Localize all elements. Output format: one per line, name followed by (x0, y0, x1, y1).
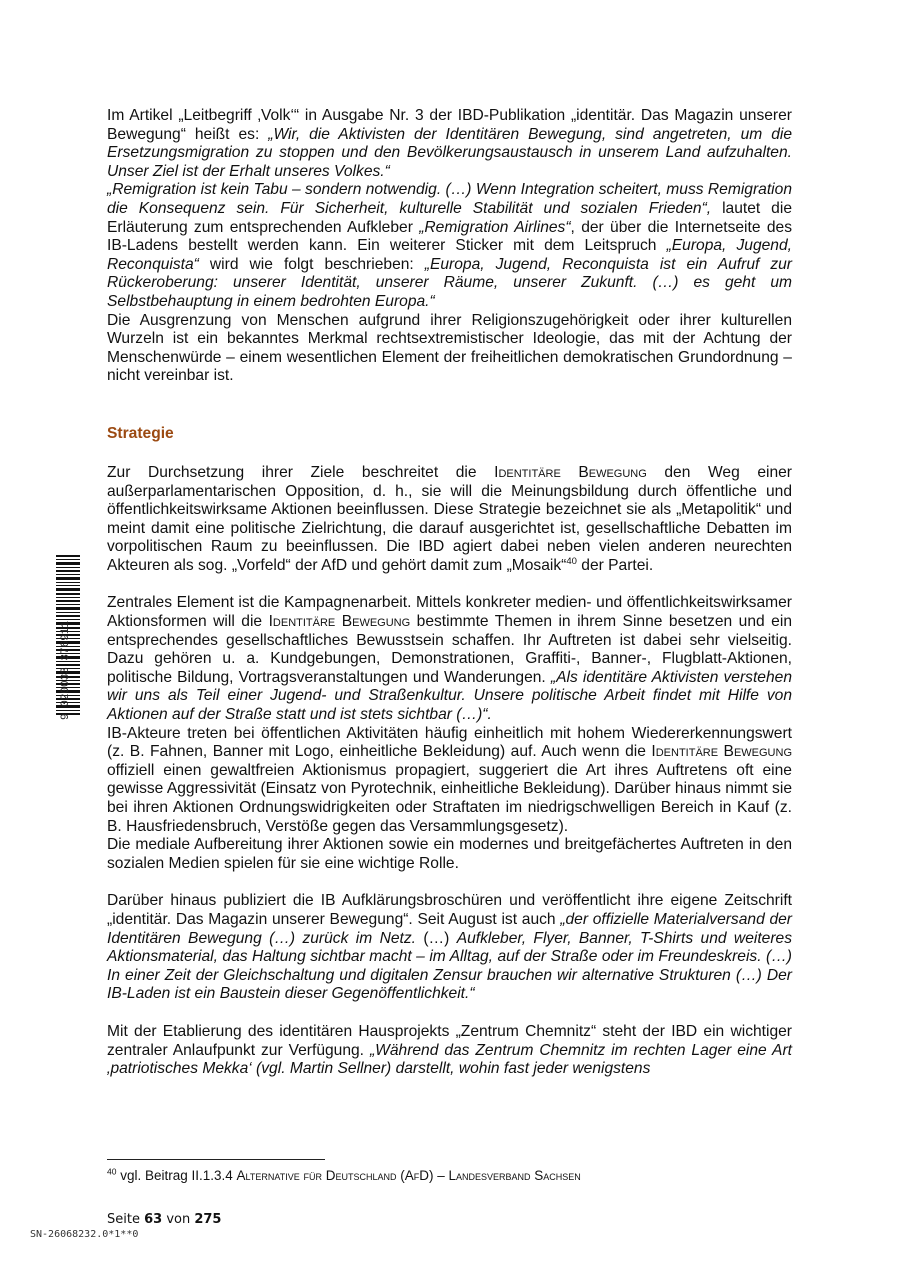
paragraph-zentrum (107, 1023, 792, 1079)
text-run: der Partei. (576, 556, 654, 574)
page-number (107, 1212, 221, 1227)
paragraph-ausgrenzung: Die Ausgrenzung von Menschen aufgrund ihrer Religionszugehörigkeit oder ihrer kulturellen Wurzeln ist ein bekanntes Merkmal rechtsextremistischer Ideologie, das mit der Achtung der Menschenwürde – einem wesentlichen Element der freiheitlichen demokratischen Grundordnung – nicht vereinbar ist. (107, 311, 792, 385)
text-run: IB-Akteure treten bei öffentlichen Aktivitäten häufig einheitlich mit hohem Wiedererkennungswert (z. B. Fahnen, Banner mit Logo, einheitliche Bekleidung) auf. Auch wenn die (107, 724, 792, 761)
text-run: lautet die Erläuterung zum entsprechenden Aufkleber (107, 199, 792, 236)
quote: „Europa, Jugend, Reconquista ist ein Aufruf zur Rückeroberung: unserer Identität, unserer Räume, unserer Zukunft. (…) es geht um Selbstbehauptung in einem bedrohten Europa.“ (107, 255, 793, 310)
paragraph-leitbegriff (107, 107, 792, 181)
org-name: Identitäre Bewegung (651, 743, 793, 761)
text-run: wird wie folgt beschrieben: (198, 255, 425, 273)
footnote (107, 1168, 581, 1183)
page-body (107, 107, 792, 1079)
current-page: 63 (144, 1212, 163, 1227)
quote: „Während das Zentrum Chemnitz im rechten Lager eine Art ‚patriotisches Mekka‘ (vgl. Martin Sellner) darstellt, wohin fast jeder wenigstens (107, 1041, 792, 1078)
org-name: Alternative für Deutschland (AfD) – Landesverband Sachsen (236, 1168, 581, 1183)
quote: „Europa, Jugend, Reconquista“ (107, 237, 792, 273)
quote: „Remigration Airlines“ (419, 218, 571, 236)
barcode-digits: 9 020033 376911 (60, 620, 72, 720)
quote: „der offizielle Materialversand der Identitären Bewegung (…) zurück im Netz. (107, 910, 792, 947)
text-run: bestimmte Themen in ihrem Sinne besetzen und ein entsprechendes gesellschaftliches Bewusstsein schaffen. Ihr Auftreten ist dabei sehr vielseitig. Dazu gehören u. a. Kundgebungen, Demonstrationen, Graffiti-, Banner-, Flugblatt-Aktionen, politische Bildung, Vortragsveranstaltungen und Wanderungen. (107, 613, 792, 686)
text-run: Darüber hinaus publiziert die IB Aufklärungsbroschüren und veröffentlicht ihre eigene Zeitschrift „identitär. Das Magazin unserer Bewegung“. Seit August ist auch (107, 892, 792, 928)
total-pages: 275 (194, 1212, 222, 1227)
text-run: den Weg einer außerparlamentarischen Opposition, d. h., sie will die Meinungsbildung durch öffentliche und öffentlichkeitswirksame Aktionen beeinflussen. Diese Strategie bezeichnet sie als „Metapolitik“ und meint damit eine politische Zielrichtung, die darauf ausgerichtet ist, gesellschaftliche Debatten im vorpolitischen Raum zu beeinflussen. Die IBD agiert dabei neben vielen anderen neurechten Akteuren als sog. „Vorfeld“ der AfD und gehört damit zum „Mosaik“ (107, 463, 792, 574)
text-run: Mit der Etablierung des identitären Hausprojekts „Zentrum Chemnitz“ steht der IBD ein wichtiger zentraler Anlaufpunkt zur Verfügung. (107, 1022, 792, 1059)
text-run: Im Artikel „Leitbegriff ‚Volk‘“ in Ausgabe Nr. 3 der IBD-Publikation „identitär. Das Magazin unserer Bewegung“ heißt es: (107, 107, 792, 143)
paragraph-akteure (107, 725, 792, 837)
text-run: von (162, 1212, 195, 1227)
text-run: Seite (107, 1212, 145, 1227)
org-name: Identitäre Bewegung (268, 613, 411, 631)
text-run: Zentrales Element ist die Kampagnenarbeit. Mittels konkreter medien- und öffentlichkeitswirksamer Aktionsformen will die (107, 594, 792, 631)
text-run: Zur Durchsetzung ihrer Ziele beschreitet die (107, 463, 495, 481)
paragraph-publikationen (107, 892, 792, 1004)
footnote-number: 40 (107, 1166, 117, 1177)
text-run: (…) (415, 929, 457, 947)
quote: „Als identitäre Aktivisten verstehen wir uns als Teil einer Jugend- und Straßenkultur. Unsere politische Arbeit findet mit Hilfe von Aktionen auf der Straße statt und ist stets sichtbar (…)“. (107, 668, 792, 724)
document-stamp: SN-26068232.0*1**0 (30, 1229, 139, 1240)
org-name: Identitäre Bewegung (494, 463, 647, 481)
paragraph-strategie (107, 464, 792, 576)
footnote-divider (107, 1159, 325, 1160)
section-heading: Strategie (107, 424, 174, 442)
footnote-ref: 40 (566, 555, 577, 567)
paragraph-medien: Die mediale Aufbereitung ihrer Aktionen sowie ein modernes und breitgefächertes Auftreten in den sozialen Medien spielen für sie eine wichtige Rolle. (107, 836, 792, 872)
text-run: offiziell einen gewaltfreien Aktionismus propagiert, suggeriert die Art ihres Auftretens oft eine gewisse Aggressivität (Einsatz von Pyrotechnik, einheitliche Bekleidung). Darüber hinaus nimmt sie bei ihren Aktionen Ordnungswidrigkeiten oder Straftaten im niedrigschwelligen Bereich in Kauf (z. B. Hausfriedensbruch, Verstöße gegen das Versammlungsgesetz). (107, 761, 792, 835)
paragraph-remigration (107, 181, 792, 311)
quote: „Wir, die Aktivisten der Identitären Bewegung, sind angetreten, um die Ersetzungsmigration zu stoppen und den Bevölkerungsaustausch in unserem Land aufzuhalten. Unser Ziel ist der Erhalt unseres Volkes.“ (107, 125, 792, 180)
text-run: , der über die Internetseite des IB-Ladens bestellt werden kann. Ein weiterer Sticker mit dem Leitspruch (107, 218, 792, 255)
quote: „Remigration ist kein Tabu – sondern notwendig. (…) Wenn Integration scheitert, muss Remigration die Konsequenz sein. Für Sicherheit, kulturelle Stabilität und sozialen Frieden“, (107, 181, 792, 217)
text-run: vgl. Beitrag II.1.3.4 (116, 1168, 237, 1183)
paragraph-kampagnen (107, 594, 792, 724)
quote: Aufkleber, Flyer, Banner, T-Shirts und weiteres Aktionsmaterial, das Haltung sichtbar macht – im Alltag, auf der Straße oder im Freundeskreis. (…) In einer Zeit der Gleichschaltung und digitalen Zensur brauchen wir alternative Strukturen (…) Der IB-Laden ist ein Baustein dieser Gegenöffentlichkeit.“ (107, 929, 792, 1003)
